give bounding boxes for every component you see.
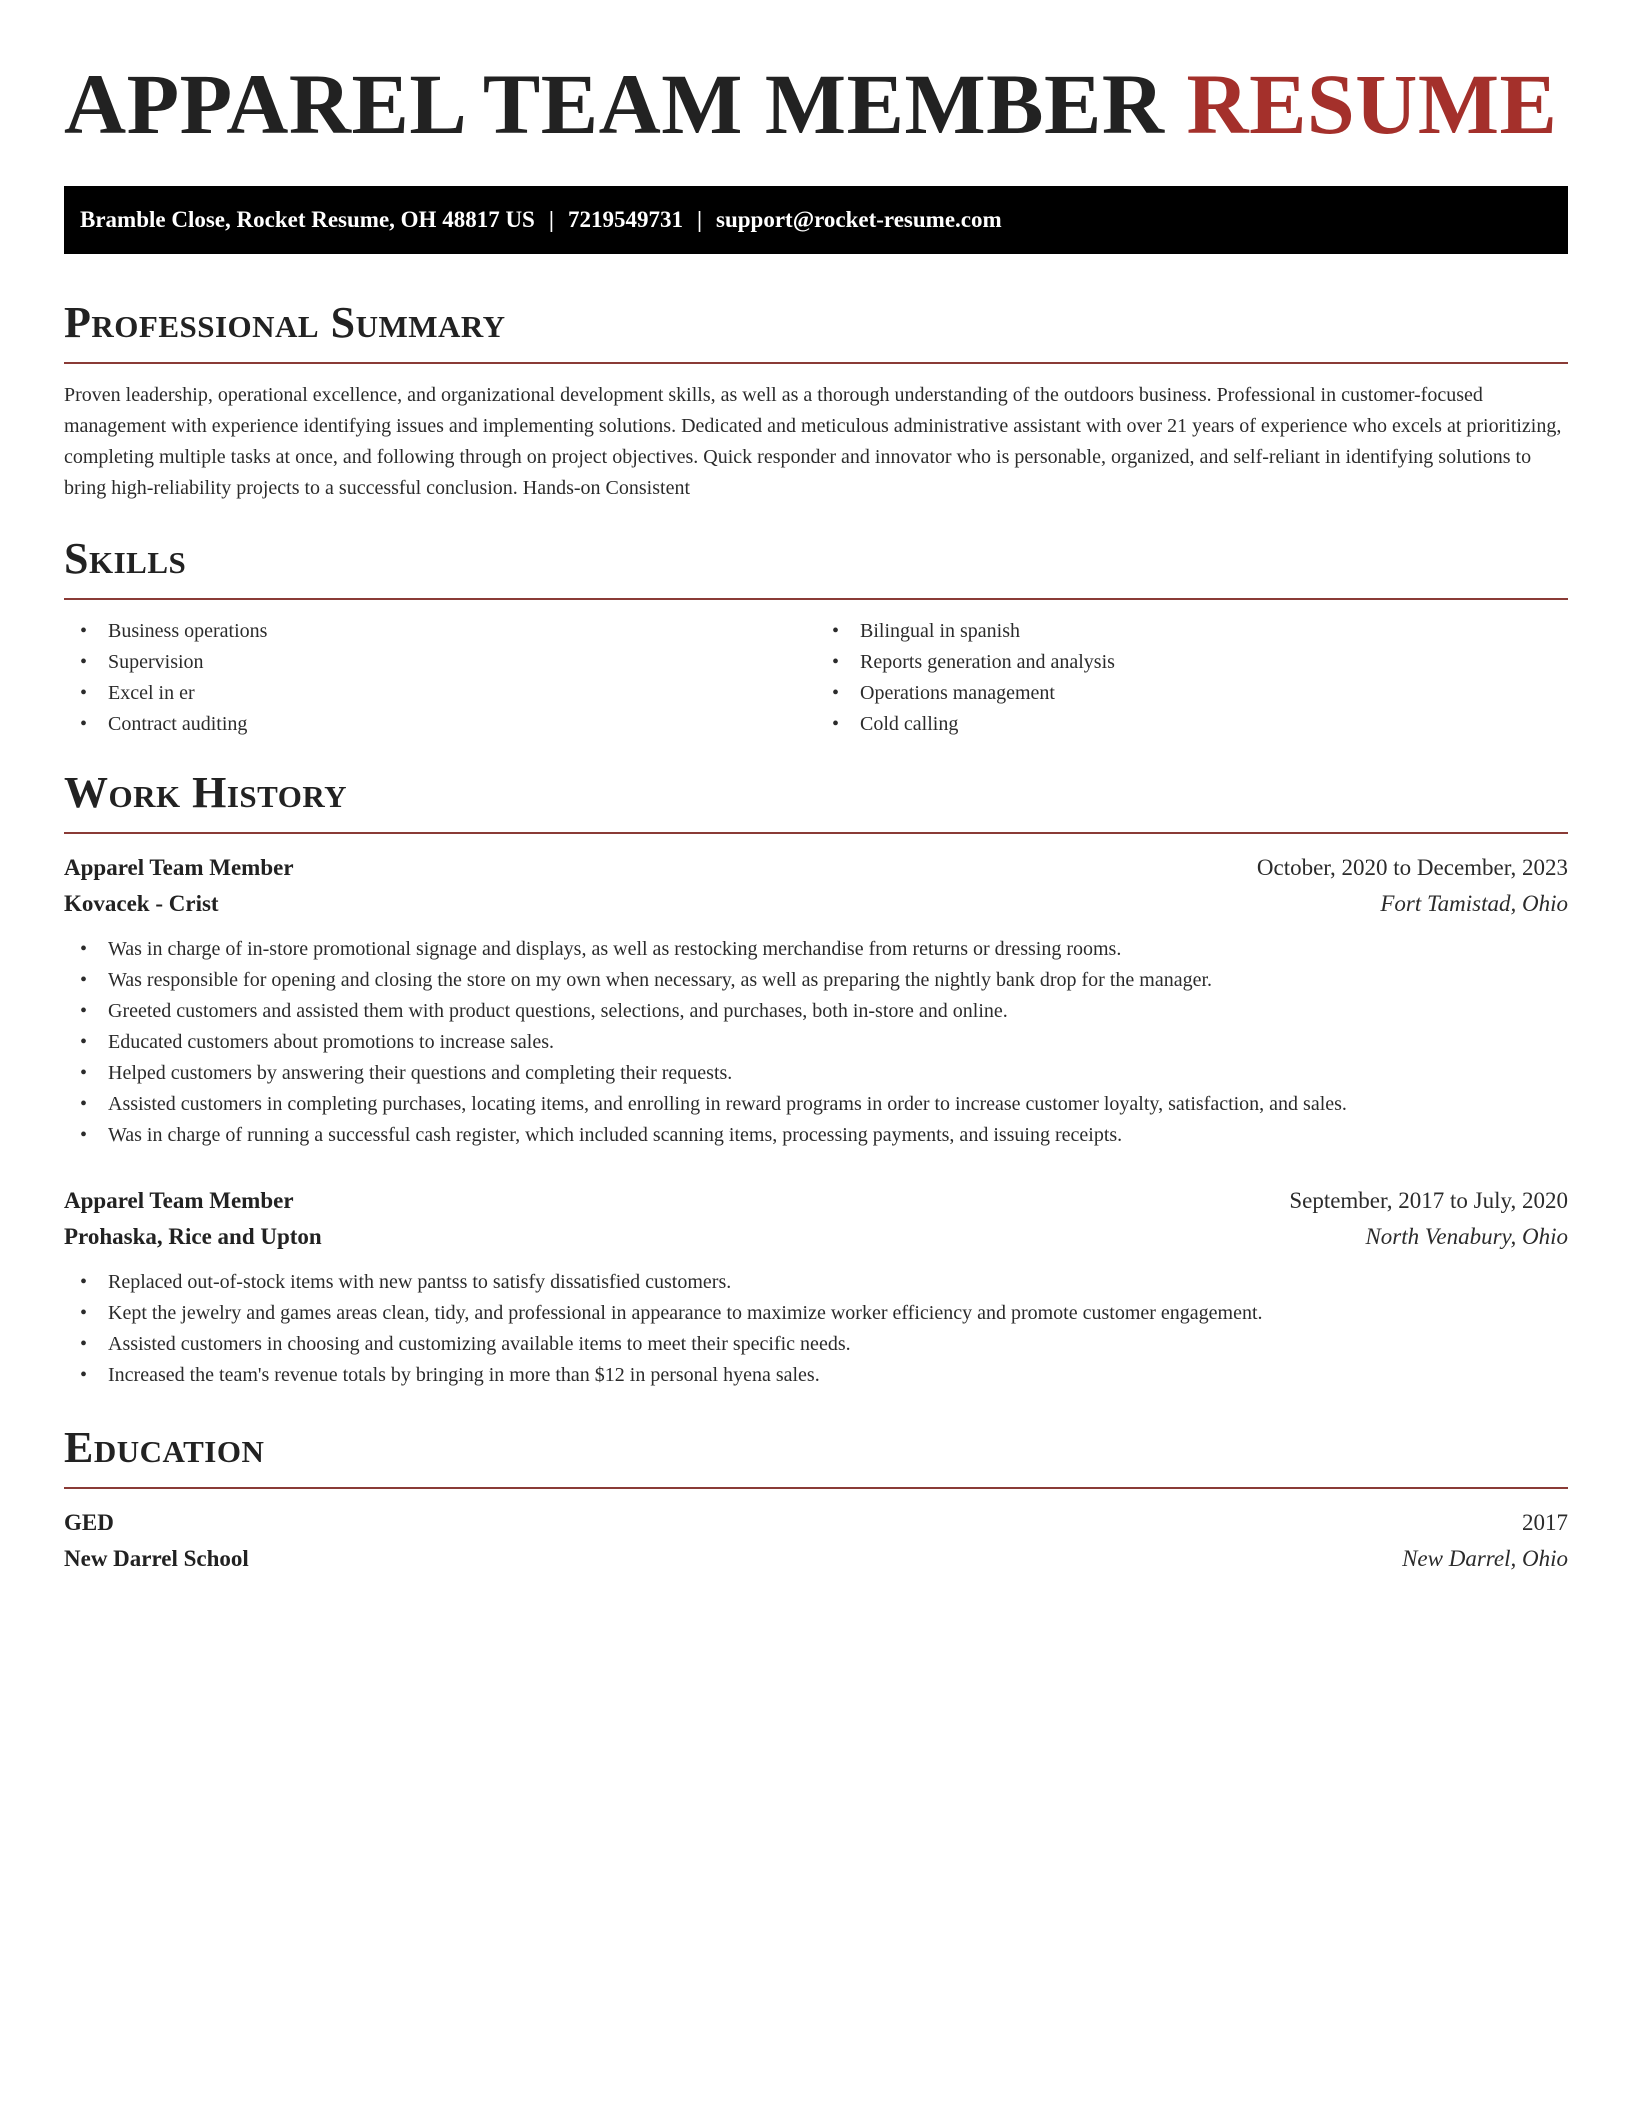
contact-email: support@rocket-resume.com [716, 207, 1002, 232]
skill-item: • Bilingual in spanish [832, 616, 1568, 647]
contact-separator: | [548, 207, 554, 232]
skill-item: • Operations management [832, 678, 1568, 709]
job-bullet: • Helped customers by answering their questions and completing their requests. [80, 1058, 1568, 1089]
skill-item: • Supervision [80, 647, 816, 678]
job-location: North Venabury, Ohio [1365, 1224, 1568, 1249]
job-company: Kovacek - Crist [64, 891, 219, 916]
job-bullet: • Increased the team's revenue totals by bringing in more than $12 in personal hyena sales. [80, 1360, 1568, 1391]
skills-section [64, 534, 1568, 740]
skill-item: • Business operations [80, 616, 816, 647]
skills-list [64, 616, 1568, 740]
job-company: Prohaska, Rice and Upton [64, 1224, 322, 1249]
job-title: Apparel Team Member [64, 1188, 294, 1213]
skill-item: • Reports generation and analysis [832, 647, 1568, 678]
job-bullet: • Greeted customers and assisted them with product questions, selections, and purchases, both in-store and online. [80, 996, 1568, 1027]
education-heading: Education [64, 1423, 1568, 1489]
title-main: APPAREL TEAM MEMBER [64, 56, 1165, 152]
job-entry [64, 1183, 1568, 1391]
job-location: Fort Tamistad, Ohio [1380, 891, 1568, 916]
job-bullet: • Was responsible for opening and closing the store on my own when necessary, as well as preparing the nightly bank drop for the manager. [80, 965, 1568, 996]
skill-item: • Contract auditing [80, 709, 816, 740]
education-school-row [64, 1541, 1568, 1577]
education-degree-row [64, 1505, 1568, 1541]
education-school: New Darrel School [64, 1546, 249, 1571]
contact-address: Bramble Close, Rocket Resume, OH 48817 US [80, 207, 535, 232]
job-bullets [64, 934, 1568, 1151]
job-header-row [64, 1183, 1568, 1219]
job-company-row [64, 1219, 1568, 1255]
job-title: Apparel Team Member [64, 855, 294, 880]
skills-column-left [64, 616, 816, 740]
summary-section [64, 298, 1568, 504]
job-bullet: • Educated customers about promotions to increase sales. [80, 1027, 1568, 1058]
job-bullets [64, 1267, 1568, 1391]
contact-bar [64, 186, 1568, 254]
contact-separator: | [696, 207, 703, 232]
summary-heading: Professional Summary [64, 298, 1568, 364]
job-bullet: • Assisted customers in completing purchases, locating items, and enrolling in reward programs in order to increase customer loyalty, satisfaction, and sales. [80, 1089, 1568, 1120]
job-header-row [64, 850, 1568, 886]
job-bullet: • Was in charge of running a successful cash register, which included scanning items, processing payments, and issuing receipts. [80, 1120, 1568, 1151]
education-degree: GED [64, 1510, 114, 1535]
job-bullet: • Kept the jewelry and games areas clean, tidy, and professional in appearance to maximize worker efficiency and promote customer engagement. [80, 1298, 1568, 1329]
education-section [64, 1423, 1568, 1577]
skills-column-right [816, 616, 1568, 740]
job-company-row [64, 886, 1568, 922]
contact-phone: 7219549731 [567, 207, 683, 232]
job-bullet: • Assisted customers in choosing and customizing available items to meet their specific needs. [80, 1329, 1568, 1360]
job-dates: September, 2017 to July, 2020 [1289, 1188, 1568, 1213]
work-history-heading: Work History [64, 768, 1568, 834]
job-bullet: • Replaced out-of-stock items with new pantss to satisfy dissatisfied customers. [80, 1267, 1568, 1298]
work-history-section [64, 768, 1568, 1391]
job-dates: October, 2020 to December, 2023 [1256, 855, 1568, 880]
skill-item: • Cold calling [832, 709, 1568, 740]
job-entry [64, 850, 1568, 1151]
job-bullet: • Was in charge of in-store promotional signage and displays, as well as restocking merchandise from returns or dressing rooms. [80, 934, 1568, 965]
summary-text: Proven leadership, operational excellence, and organizational development skills, as well as a thorough understanding of the outdoors business. Professional in customer-focused management with experience identifying issues and implementing solutions. Dedicated and meticulous administrative assistant with over 21 years of experience who excels at prioritizing, completing multiple tasks at once, and following through on project objectives. Quick responder and innovator who is personable, organized, and self-reliant in identifying solutions to bring high-reliability projects to a successful conclusion. Hands-on Consistent [64, 384, 1562, 499]
resume-title [64, 56, 1568, 152]
title-accent: RESUME [1186, 56, 1558, 152]
skills-heading: Skills [64, 534, 1568, 600]
skill-item: • Excel in er [80, 678, 816, 709]
education-year: 2017 [1522, 1510, 1568, 1535]
education-location: New Darrel, Ohio [1402, 1546, 1568, 1571]
